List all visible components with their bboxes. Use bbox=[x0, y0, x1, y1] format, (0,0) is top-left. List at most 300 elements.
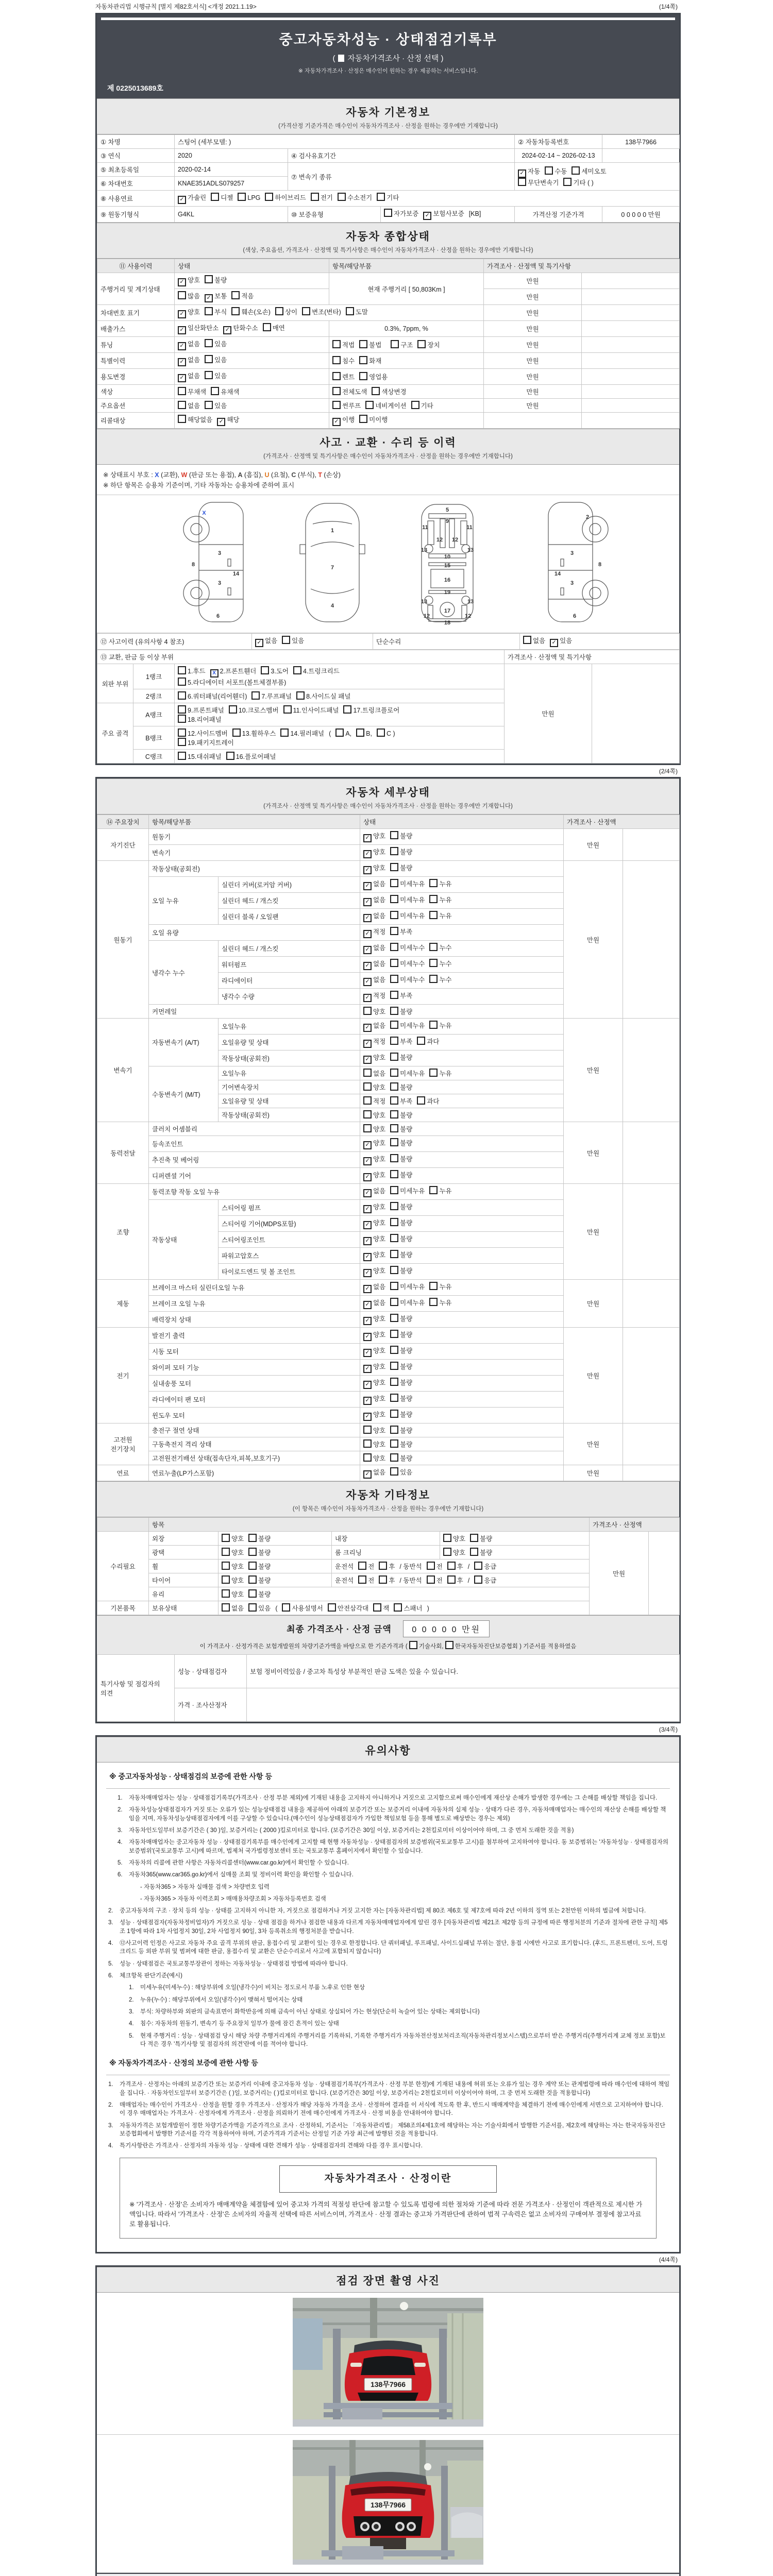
checked-checkbox-icon[interactable]: ✓ bbox=[363, 994, 372, 1002]
checkbox-option[interactable] bbox=[178, 193, 206, 204]
checkbox-icon[interactable] bbox=[390, 1426, 398, 1434]
checkbox-icon[interactable] bbox=[390, 1170, 398, 1178]
checkbox-option[interactable] bbox=[429, 895, 451, 904]
checkbox-option[interactable] bbox=[390, 1250, 412, 1259]
checkbox-option[interactable] bbox=[429, 1282, 451, 1291]
checkbox-icon[interactable] bbox=[390, 879, 398, 887]
checkbox-option[interactable] bbox=[390, 895, 425, 904]
checkbox-icon[interactable] bbox=[332, 356, 341, 364]
checkbox-icon[interactable] bbox=[429, 1186, 438, 1194]
checked-checkbox-icon[interactable]: ✓ bbox=[363, 1317, 372, 1325]
checkbox-icon[interactable] bbox=[296, 691, 305, 700]
checkbox-icon[interactable] bbox=[283, 705, 292, 714]
x-marked-checkbox-icon[interactable]: X bbox=[210, 669, 219, 677]
checkbox-option[interactable] bbox=[390, 959, 425, 968]
checkbox-icon[interactable] bbox=[429, 943, 438, 951]
checkbox-icon[interactable] bbox=[359, 372, 367, 380]
checkbox-icon[interactable] bbox=[429, 879, 438, 887]
checkbox-option[interactable] bbox=[417, 340, 440, 349]
checked-checkbox-icon[interactable]: ✓ bbox=[363, 1253, 372, 1261]
checkbox-option[interactable] bbox=[427, 1575, 443, 1585]
checkbox-icon[interactable] bbox=[429, 959, 438, 967]
checkbox-option[interactable] bbox=[363, 1234, 385, 1245]
checked-checkbox-icon[interactable]: ✓ bbox=[178, 326, 186, 334]
checkbox-icon[interactable] bbox=[356, 728, 364, 737]
checkbox-option[interactable] bbox=[223, 323, 258, 334]
checkbox-icon[interactable] bbox=[390, 1439, 398, 1448]
checkbox-option[interactable] bbox=[390, 1186, 425, 1195]
checkbox-icon[interactable] bbox=[205, 371, 213, 379]
checkbox-option[interactable] bbox=[390, 1007, 412, 1016]
checkbox-icon[interactable] bbox=[311, 193, 319, 201]
checkbox-icon[interactable] bbox=[394, 1603, 402, 1612]
checkbox-icon[interactable] bbox=[293, 666, 301, 674]
checkbox-option[interactable] bbox=[356, 728, 372, 737]
checkbox-option[interactable] bbox=[363, 1202, 385, 1213]
checkbox-option[interactable] bbox=[363, 863, 385, 874]
checkbox-icon[interactable] bbox=[238, 193, 246, 201]
checkbox[interactable] bbox=[445, 1641, 453, 1649]
checked-checkbox-icon[interactable]: ✓ bbox=[178, 358, 186, 366]
checked-checkbox-icon[interactable]: ✓ bbox=[255, 639, 263, 647]
checkbox-option[interactable] bbox=[447, 1575, 463, 1585]
checkbox-option[interactable] bbox=[417, 1037, 439, 1046]
checkbox-option[interactable] bbox=[248, 1534, 271, 1543]
checkbox-option[interactable] bbox=[363, 943, 385, 954]
checkbox-option[interactable] bbox=[377, 193, 399, 202]
checkbox-option[interactable] bbox=[363, 847, 385, 858]
checked-checkbox-icon[interactable]: ✓ bbox=[223, 326, 231, 334]
checkbox-option[interactable] bbox=[390, 847, 412, 856]
checkbox-option[interactable] bbox=[390, 943, 425, 952]
checkbox-icon[interactable] bbox=[390, 1266, 398, 1274]
checkbox-option[interactable] bbox=[423, 209, 464, 220]
checked-checkbox-icon[interactable]: ✓ bbox=[363, 1349, 372, 1357]
checkbox-option[interactable] bbox=[390, 1124, 412, 1133]
checkbox-icon[interactable] bbox=[248, 1562, 257, 1570]
checkbox-option[interactable] bbox=[365, 401, 406, 410]
checkbox-option[interactable] bbox=[391, 340, 413, 349]
checkbox-option[interactable] bbox=[390, 1394, 412, 1403]
checkbox-option[interactable] bbox=[518, 178, 559, 187]
checkbox-icon[interactable] bbox=[205, 355, 213, 363]
checkbox-option[interactable] bbox=[470, 1548, 492, 1557]
checkbox-icon[interactable] bbox=[429, 911, 438, 919]
checkbox-icon[interactable] bbox=[363, 1426, 372, 1434]
checkbox-icon[interactable] bbox=[205, 275, 213, 283]
checkbox-option[interactable] bbox=[226, 752, 276, 761]
checkbox-option[interactable] bbox=[338, 193, 372, 202]
checkbox-icon[interactable] bbox=[248, 1603, 257, 1612]
checkbox-icon[interactable] bbox=[205, 339, 213, 347]
checkbox-option[interactable] bbox=[363, 1282, 385, 1293]
checkbox-icon[interactable] bbox=[282, 636, 290, 644]
checkbox-icon[interactable] bbox=[390, 895, 398, 903]
checkbox-option[interactable] bbox=[363, 1394, 385, 1405]
checkbox-option[interactable] bbox=[178, 291, 200, 300]
checkbox-option[interactable] bbox=[390, 1170, 412, 1179]
checkbox-option[interactable] bbox=[231, 291, 254, 300]
checked-checkbox-icon[interactable]: ✓ bbox=[363, 1157, 372, 1165]
checkbox-option[interactable] bbox=[390, 927, 412, 936]
checkbox-icon[interactable] bbox=[372, 387, 380, 395]
checked-checkbox-icon[interactable]: ✓ bbox=[363, 1301, 372, 1309]
checked-checkbox-icon[interactable]: ✓ bbox=[363, 1397, 372, 1405]
checkbox-icon[interactable] bbox=[390, 1362, 398, 1370]
checked-checkbox-icon[interactable]: ✓ bbox=[178, 196, 186, 204]
checkbox-option[interactable] bbox=[363, 1362, 385, 1373]
checkbox-option[interactable] bbox=[363, 1053, 385, 1064]
checkbox-option[interactable] bbox=[248, 1589, 271, 1599]
checkbox-option[interactable] bbox=[379, 1562, 395, 1571]
checkbox-option[interactable] bbox=[178, 387, 206, 396]
checkbox-option[interactable] bbox=[373, 1603, 389, 1613]
checkbox-option[interactable] bbox=[394, 1603, 422, 1613]
checked-checkbox-icon[interactable]: ✓ bbox=[363, 866, 372, 874]
checkbox-icon[interactable] bbox=[275, 307, 283, 315]
checkbox-option[interactable] bbox=[363, 1124, 385, 1133]
checkbox-icon[interactable] bbox=[390, 1250, 398, 1258]
checkbox-icon[interactable] bbox=[363, 1096, 372, 1105]
checked-checkbox-icon[interactable]: ✓ bbox=[550, 639, 558, 647]
checkbox-icon[interactable] bbox=[390, 927, 398, 935]
checkbox-icon[interactable] bbox=[390, 943, 398, 951]
checkbox-option[interactable] bbox=[332, 372, 355, 381]
checkbox-icon[interactable] bbox=[359, 356, 367, 364]
checkbox-icon[interactable] bbox=[390, 831, 398, 839]
checkbox-icon[interactable] bbox=[429, 1069, 438, 1077]
checkbox-option[interactable] bbox=[363, 959, 385, 970]
checkbox-option[interactable] bbox=[358, 1562, 374, 1571]
checkbox-option[interactable] bbox=[390, 1096, 412, 1106]
checked-checkbox-icon[interactable]: ✓ bbox=[363, 1365, 372, 1373]
checkbox-icon[interactable] bbox=[358, 1575, 366, 1584]
checkbox-option[interactable] bbox=[379, 1575, 395, 1585]
checkbox-option[interactable] bbox=[363, 1037, 385, 1048]
checkbox-option[interactable] bbox=[363, 1218, 385, 1229]
checkbox-icon[interactable] bbox=[518, 178, 526, 186]
checkbox-option[interactable] bbox=[222, 1534, 244, 1543]
checkbox-option[interactable] bbox=[390, 1426, 412, 1435]
checkbox-option[interactable] bbox=[518, 166, 540, 178]
checkbox-icon[interactable] bbox=[261, 666, 269, 674]
checked-checkbox-icon[interactable]: ✓ bbox=[363, 850, 372, 858]
checkbox-icon[interactable] bbox=[248, 1575, 257, 1584]
checkbox-icon[interactable] bbox=[346, 307, 354, 315]
checkbox-icon[interactable] bbox=[231, 291, 240, 299]
checkbox-icon[interactable] bbox=[390, 1053, 398, 1061]
checkbox-option[interactable] bbox=[211, 193, 233, 202]
checkbox-icon[interactable] bbox=[390, 1378, 398, 1386]
checkbox-option[interactable] bbox=[332, 387, 367, 396]
checkbox-option[interactable] bbox=[328, 1603, 368, 1613]
checkbox-option[interactable] bbox=[390, 1298, 425, 1307]
checkbox-option[interactable] bbox=[229, 705, 279, 715]
checkbox-icon[interactable] bbox=[211, 193, 219, 201]
checkbox-icon[interactable] bbox=[390, 1394, 398, 1402]
checkbox-option[interactable] bbox=[363, 1453, 385, 1463]
checkbox-option[interactable] bbox=[205, 275, 227, 284]
checkbox-option[interactable] bbox=[550, 636, 572, 647]
checkbox-icon[interactable] bbox=[427, 1562, 435, 1570]
checkbox-option[interactable] bbox=[231, 307, 271, 316]
checkbox-icon[interactable] bbox=[379, 1562, 387, 1570]
checkbox-option[interactable] bbox=[429, 1298, 451, 1307]
checkbox-option[interactable] bbox=[545, 166, 567, 176]
checked-checkbox-icon[interactable]: ✓ bbox=[363, 1221, 372, 1229]
checkbox-icon[interactable] bbox=[390, 1110, 398, 1118]
checkbox-option[interactable] bbox=[474, 1575, 496, 1585]
checkbox-icon[interactable] bbox=[417, 1037, 425, 1045]
checkbox-option[interactable] bbox=[429, 975, 451, 984]
checked-checkbox-icon[interactable]: ✓ bbox=[363, 1285, 372, 1293]
checkbox-icon[interactable] bbox=[390, 1124, 398, 1132]
checkbox-icon[interactable] bbox=[178, 401, 186, 409]
checked-checkbox-icon[interactable]: ✓ bbox=[363, 946, 372, 954]
checkbox-option[interactable] bbox=[311, 193, 333, 202]
checkbox-icon[interactable] bbox=[417, 340, 426, 348]
checkbox-icon[interactable] bbox=[390, 1037, 398, 1045]
checkbox-option[interactable] bbox=[178, 307, 200, 318]
checkbox-option[interactable] bbox=[363, 895, 385, 906]
checkbox-icon[interactable] bbox=[343, 705, 351, 714]
checkbox-option[interactable] bbox=[390, 831, 412, 840]
checkbox-option[interactable] bbox=[390, 1282, 425, 1291]
checkbox-icon[interactable] bbox=[390, 991, 398, 999]
checkbox-option[interactable] bbox=[363, 927, 385, 938]
checkbox-option[interactable] bbox=[377, 728, 395, 737]
checkbox-option[interactable] bbox=[372, 387, 406, 396]
checkbox-option[interactable] bbox=[363, 1082, 385, 1092]
checkbox-icon[interactable] bbox=[178, 738, 186, 746]
checkbox-option[interactable] bbox=[222, 1603, 244, 1613]
checkbox-option[interactable] bbox=[359, 356, 381, 365]
checked-checkbox-icon[interactable]: ✓ bbox=[363, 1381, 372, 1389]
checked-checkbox-icon[interactable]: ✓ bbox=[178, 310, 186, 318]
checkbox-option[interactable] bbox=[255, 636, 277, 647]
checked-checkbox-icon[interactable]: ✓ bbox=[363, 1205, 372, 1213]
checkbox-icon[interactable] bbox=[429, 1282, 438, 1290]
checkbox-option[interactable] bbox=[563, 178, 593, 187]
checkbox-option[interactable] bbox=[390, 1410, 412, 1419]
checkbox-option[interactable] bbox=[178, 323, 219, 334]
checkbox-icon[interactable] bbox=[447, 1575, 456, 1584]
checkbox-option[interactable] bbox=[248, 1548, 271, 1557]
checkbox-icon[interactable] bbox=[474, 1562, 482, 1570]
checkbox-icon[interactable] bbox=[359, 340, 367, 348]
checked-checkbox-icon[interactable]: ✓ bbox=[363, 1413, 372, 1421]
checkbox-icon[interactable] bbox=[282, 1603, 290, 1612]
checkbox-option[interactable] bbox=[363, 1069, 385, 1078]
checkbox-option[interactable] bbox=[390, 1069, 425, 1078]
checkbox-icon[interactable] bbox=[373, 1603, 381, 1612]
checkbox-option[interactable] bbox=[390, 1234, 412, 1243]
checkbox-option[interactable] bbox=[332, 356, 355, 365]
checkbox-icon[interactable] bbox=[390, 1202, 398, 1210]
checkbox-option[interactable] bbox=[332, 415, 355, 426]
checkbox-icon[interactable] bbox=[474, 1575, 482, 1584]
checkbox-option[interactable] bbox=[390, 1362, 412, 1371]
checkbox-icon[interactable] bbox=[447, 1562, 456, 1570]
checkbox-option[interactable] bbox=[248, 1575, 271, 1585]
checkbox-icon[interactable] bbox=[417, 1096, 425, 1105]
checkbox-icon[interactable] bbox=[178, 415, 186, 423]
checkbox-option[interactable] bbox=[363, 1467, 385, 1479]
checkbox-option[interactable] bbox=[178, 691, 247, 701]
checkbox-option[interactable] bbox=[390, 1330, 412, 1339]
checkbox-icon[interactable] bbox=[178, 705, 186, 714]
checkbox-option[interactable] bbox=[178, 677, 286, 687]
checkbox-option[interactable] bbox=[363, 831, 385, 842]
checkbox-icon[interactable] bbox=[363, 1439, 372, 1448]
checkbox-option[interactable] bbox=[363, 1250, 385, 1261]
checkbox-icon[interactable] bbox=[563, 178, 572, 186]
checkbox-icon[interactable] bbox=[178, 691, 186, 700]
checkbox-option[interactable] bbox=[390, 1218, 412, 1227]
checkbox-option[interactable] bbox=[265, 193, 306, 202]
checkbox-option[interactable] bbox=[248, 1603, 271, 1613]
checkbox-option[interactable] bbox=[443, 1548, 465, 1557]
checkbox-option[interactable] bbox=[429, 959, 451, 968]
checkbox-option[interactable] bbox=[293, 666, 340, 675]
checkbox-option[interactable] bbox=[429, 1021, 451, 1030]
checkbox-icon[interactable] bbox=[391, 340, 399, 348]
checkbox-icon[interactable] bbox=[248, 1589, 257, 1598]
checkbox-icon[interactable] bbox=[222, 1548, 230, 1556]
checkbox-option[interactable] bbox=[178, 415, 212, 424]
checked-checkbox-icon[interactable]: ✓ bbox=[363, 914, 372, 922]
checkbox-icon[interactable] bbox=[572, 166, 580, 175]
checkbox-icon[interactable] bbox=[205, 307, 213, 315]
checkbox-option[interactable] bbox=[429, 943, 451, 952]
checkbox-option[interactable] bbox=[390, 879, 425, 888]
checkbox-option[interactable] bbox=[332, 401, 361, 410]
checkbox-icon[interactable] bbox=[248, 1534, 257, 1542]
checkbox-icon[interactable] bbox=[363, 1082, 372, 1091]
checkbox-icon[interactable] bbox=[280, 728, 289, 737]
checkbox-option[interactable] bbox=[363, 1314, 385, 1325]
checkbox-icon[interactable] bbox=[211, 387, 219, 395]
checkbox-icon[interactable] bbox=[390, 1346, 398, 1354]
checked-checkbox-icon[interactable]: ✓ bbox=[363, 834, 372, 842]
checkbox-icon[interactable] bbox=[178, 666, 186, 674]
checkbox-option[interactable] bbox=[205, 307, 227, 316]
checkbox-icon[interactable] bbox=[390, 1453, 398, 1462]
checkbox-icon[interactable] bbox=[205, 401, 213, 409]
checkbox-icon[interactable] bbox=[390, 1218, 398, 1226]
checkbox-icon[interactable] bbox=[332, 372, 341, 380]
checkbox-icon[interactable] bbox=[232, 728, 241, 737]
checkbox-icon[interactable] bbox=[377, 728, 385, 737]
checkbox-option[interactable] bbox=[390, 975, 425, 984]
checkbox-icon[interactable] bbox=[332, 340, 341, 348]
checkbox-option[interactable] bbox=[205, 291, 227, 302]
checkbox-icon[interactable] bbox=[251, 691, 260, 700]
checkbox-icon[interactable] bbox=[335, 728, 344, 737]
checkbox-icon[interactable] bbox=[363, 1069, 372, 1077]
checkbox-option[interactable] bbox=[363, 1007, 385, 1016]
checkbox-icon[interactable] bbox=[178, 291, 186, 299]
checkbox-option[interactable] bbox=[429, 1186, 451, 1195]
checkbox-icon[interactable] bbox=[302, 307, 310, 315]
checkbox-option[interactable] bbox=[205, 355, 227, 364]
checkbox-icon[interactable] bbox=[359, 415, 367, 423]
checkbox-option[interactable] bbox=[429, 879, 451, 888]
checked-checkbox-icon[interactable]: ✓ bbox=[363, 1189, 372, 1197]
checked-checkbox-icon[interactable]: ✓ bbox=[178, 374, 186, 382]
checkbox-icon[interactable] bbox=[545, 166, 553, 175]
checkbox-icon[interactable] bbox=[390, 1082, 398, 1091]
checkbox-option[interactable] bbox=[282, 1603, 323, 1613]
checkbox-icon[interactable] bbox=[390, 1069, 398, 1077]
checkbox-option[interactable] bbox=[417, 1096, 439, 1106]
checkbox-icon[interactable] bbox=[222, 1603, 230, 1612]
checkbox-option[interactable] bbox=[390, 1314, 412, 1323]
checkbox-option[interactable] bbox=[332, 340, 355, 349]
checkbox-icon[interactable] bbox=[363, 1124, 372, 1132]
checkbox-option[interactable] bbox=[359, 340, 381, 349]
checked-checkbox-icon[interactable]: ✓ bbox=[332, 418, 341, 426]
checkbox-icon[interactable] bbox=[427, 1575, 435, 1584]
checkbox-icon[interactable] bbox=[363, 1007, 372, 1015]
checkbox-option[interactable] bbox=[363, 1154, 385, 1165]
checkbox-icon[interactable] bbox=[523, 636, 531, 644]
checked-checkbox-icon[interactable]: ✓ bbox=[518, 170, 526, 178]
checkbox-option[interactable] bbox=[363, 911, 385, 922]
checked-checkbox-icon[interactable]: ✓ bbox=[363, 1269, 372, 1277]
checkbox-option[interactable] bbox=[302, 307, 341, 316]
checkbox-icon[interactable] bbox=[358, 1562, 366, 1570]
checkbox-option[interactable] bbox=[222, 1575, 244, 1585]
checkbox-option[interactable] bbox=[217, 415, 239, 426]
checkbox-option[interactable] bbox=[261, 666, 289, 675]
checkbox-option[interactable] bbox=[359, 415, 388, 424]
checkbox-option[interactable] bbox=[363, 1346, 385, 1357]
checkbox-icon[interactable] bbox=[390, 863, 398, 871]
checkbox-icon[interactable] bbox=[384, 209, 392, 217]
checkbox-icon[interactable] bbox=[222, 1534, 230, 1542]
checkbox-icon[interactable] bbox=[229, 705, 237, 714]
checkbox-option[interactable] bbox=[363, 1439, 385, 1449]
checkbox-icon[interactable] bbox=[390, 1021, 398, 1029]
checkbox-option[interactable] bbox=[390, 1378, 412, 1387]
checkbox-option[interactable] bbox=[178, 738, 234, 747]
checked-checkbox-icon[interactable]: ✓ bbox=[178, 342, 186, 350]
checkbox-option[interactable] bbox=[390, 1037, 412, 1046]
checkbox-icon[interactable] bbox=[263, 323, 271, 331]
checkbox-option[interactable] bbox=[363, 1330, 385, 1341]
checkbox-icon[interactable] bbox=[379, 1575, 387, 1584]
checkbox-icon[interactable] bbox=[390, 1282, 398, 1290]
checked-checkbox-icon[interactable]: ✓ bbox=[363, 1333, 372, 1341]
checkbox-option[interactable] bbox=[363, 1298, 385, 1309]
checkbox-option[interactable] bbox=[390, 1154, 412, 1163]
checked-checkbox-icon[interactable]: ✓ bbox=[363, 930, 372, 938]
checkbox-option[interactable] bbox=[222, 1548, 244, 1557]
checkbox-icon[interactable] bbox=[390, 1298, 398, 1306]
checked-checkbox-icon[interactable]: ✓ bbox=[363, 1056, 372, 1064]
checkbox-icon[interactable] bbox=[390, 1467, 398, 1476]
checked-checkbox-icon[interactable]: ✓ bbox=[363, 962, 372, 970]
checkbox-option[interactable] bbox=[275, 307, 297, 316]
checkbox-icon[interactable] bbox=[222, 1575, 230, 1584]
checked-checkbox-icon[interactable]: ✓ bbox=[205, 294, 213, 302]
checkbox-option[interactable] bbox=[178, 728, 228, 738]
checkbox-icon[interactable] bbox=[332, 401, 341, 409]
checkbox-icon[interactable] bbox=[231, 307, 240, 315]
checkbox-icon[interactable] bbox=[222, 1562, 230, 1570]
checked-checkbox-icon[interactable]: ✓ bbox=[363, 1141, 372, 1149]
